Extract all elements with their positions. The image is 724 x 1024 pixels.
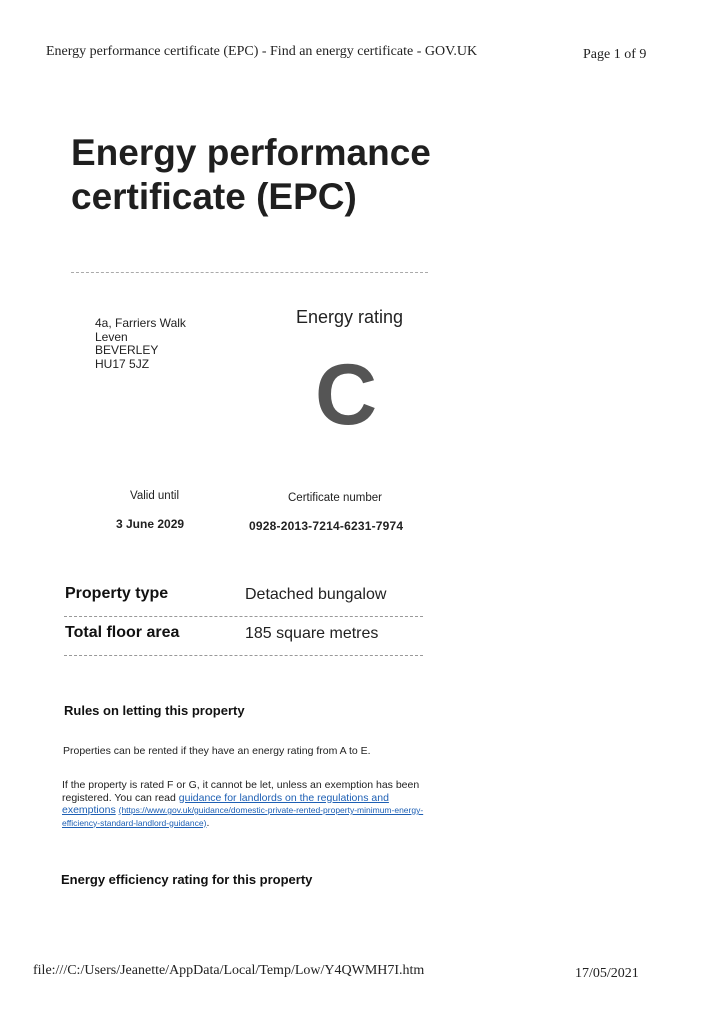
address-line: BEVERLEY [95,343,159,357]
floor-area-label: Total floor area [65,624,180,641]
exemption-text: If the property is rated F or G, it cannot be let, unless an exemption has been registered. You can read [62,779,420,804]
property-address [95,317,186,371]
letting-exemption-paragraph [62,779,432,829]
energy-rating-label: Energy rating [296,307,404,327]
certificate-number-label: Certificate number [288,492,382,504]
landlord-guidance-url[interactable]: (https://www.gov.uk/guidance/domestic-private-rented-property-minimum-energy-efficiency-standard-landlord-guidance) [62,805,424,828]
paragraph-end: . [206,816,210,829]
valid-until-label: Valid until [130,490,180,502]
floor-area-row [64,616,423,656]
print-header-title: Energy performance certificate (EPC) - Find an energy certificate - GOV.UK [46,44,478,59]
efficiency-rating-heading: Energy efficiency rating for this property [61,872,313,887]
certificate-number-value: 0928-2013-7214-6231-7974 [249,519,404,533]
page-count: Page 1 of 9 [583,47,647,62]
title-divider [71,272,428,273]
address-line: HU17 5JZ [95,356,150,371]
print-date: 17/05/2021 [575,966,639,981]
address-line: Leven [95,329,128,344]
landlord-guidance-link[interactable]: guidance for landlords on the regulations and exemptions [62,791,389,816]
letting-rules-paragraph: Properties can be rented if they have an energy rating from A to E. [63,745,371,757]
property-type-row [64,577,423,617]
letting-rules-heading: Rules on letting this property [64,703,245,718]
valid-until-value: 3 June 2029 [116,517,185,531]
energy-rating-letter: C [315,347,378,443]
property-type-label: Property type [65,585,169,602]
floor-area-value: 185 square metres [245,625,379,642]
address-line: 4a, Farriers Walk [95,316,186,330]
print-file-path: file:///C:/Users/Jeanette/AppData/Local/Temp/Low/Y4QWMH7I.htm [33,963,425,978]
property-type-value: Detached bungalow [245,586,387,603]
page-title: Energy performance certificate (EPC) [71,132,431,217]
